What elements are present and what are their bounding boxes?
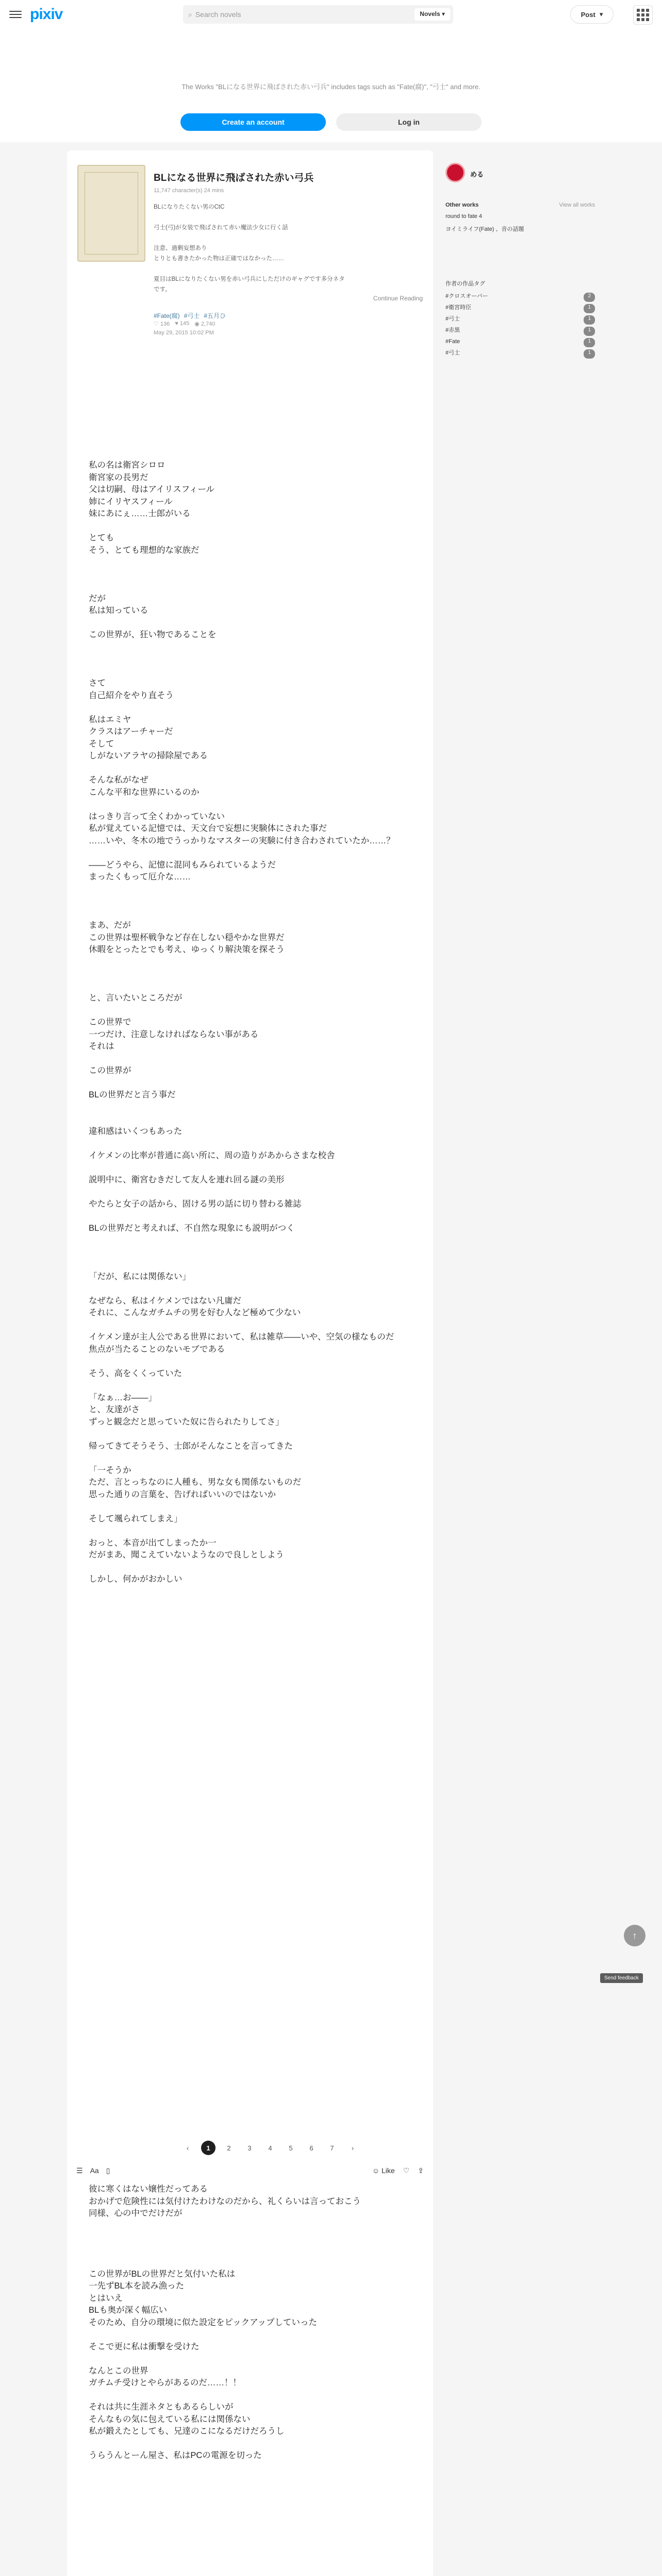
top-header [0, 0, 662, 29]
signup-banner [0, 29, 662, 142]
other-works-heading: Other works [445, 202, 479, 208]
apps-grid-icon[interactable] [633, 5, 653, 25]
search-input[interactable]: Search novels [195, 10, 241, 19]
page-7[interactable]: 7 [330, 2144, 334, 2152]
page-6[interactable]: 6 [309, 2144, 313, 2152]
hamburger-menu-icon[interactable] [9, 8, 22, 21]
next-page-button[interactable]: › [351, 2144, 354, 2152]
sidebar-tag[interactable]: #赤黒 1 [445, 325, 595, 336]
send-feedback-button[interactable]: Send feedback [600, 1973, 643, 1983]
reader-toolbar [67, 2159, 433, 2182]
list-icon[interactable]: ☰ [76, 2166, 83, 2175]
scroll-to-top-button[interactable]: ↑ [624, 1925, 646, 1946]
other-work-link[interactable]: ヨイミライフ(Fate) 、音の話題 [445, 226, 524, 232]
view-all-works-link[interactable]: View all works [559, 202, 595, 208]
novel-description: BLになりたくない男のCtC 弓士(弓)が女装で飛ばされて赤い魔法少女に行く話 注意、過剰妄想あり とりとも書きたかった物は正確ではなかった…… 夏目はBLになりたくない男を赤い弓兵にしただけのギャグです多分ネタ です。 [154, 204, 345, 293]
search-bar[interactable] [183, 5, 453, 24]
page-2[interactable]: 2 [227, 2144, 231, 2152]
banner-text: The Works "BLになる世界に飛ばされた赤い弓兵" includes tags such as "Fate(腐)", "弓士" and more. [181, 83, 481, 91]
author-tags-heading: 作者の作品タグ [445, 281, 485, 287]
tag-link[interactable]: #弓士 [184, 312, 200, 319]
pagination [180, 2141, 360, 2155]
other-work-link[interactable]: round to fate 4 [445, 213, 482, 219]
posted-date: May 29, 2015 10:02 PM [154, 330, 214, 336]
author-avatar[interactable] [445, 163, 465, 182]
tag-link[interactable]: #Fate(腐) [154, 312, 180, 319]
login-button[interactable]: Log in [336, 113, 482, 131]
share-icon[interactable]: ⇪ [418, 2166, 424, 2175]
create-account-button[interactable]: Create an account [180, 113, 326, 131]
novel-body-text: 私の名は衛宮シロロ 衛宮家の長男だ 父は切嗣、母はアイリスフィール 姉にイリヤスフィール 妹にあにぇ……士郎がいる とても そう、とても理想的な家族だ だが 私は知っている この世界が、狂い物であることを さて 自己紹介をやり直そう 私はエミヤ クラスはアーチャーだ そして しがないアラヤの掃除屋である そんな私がなぜ こんな平和な世界にいるのか はっきり言って全くわかっていない 私が覚えている記憶では、天文台で妄想に実験体にされた事だ ……いや、冬木の地でうっかりなマスターの実験に付き合わされていたか……？ ――どうやら、記憶に混同もみられているようだ まったくもって厄介な…… まあ、だが この世界は聖杯戦争など存在しない穏やかな世界だ 休暇をとったとでも考え、ゆっくり解決策を探そう と、言いたいところだが この世界で 一つだけ、注意しなければならない事がある それは この世界が BLの世界だと言う事だ 違和感はいくつもあった イケメンの比率が普通に高い所に、周の造りがあからさまな校舎 説明中に、衛宮むきだして友人を連れ回る謎の美形 やたらと女子の話から、固ける男の話に切り替わる雑誌 BLの世界だと考えれば、不自然な現象にも説明がつく 「だが、私には関係ない」 なぜなら、私はイケメンではない凡庸だ それに、こんなガチムチの男を好む人など極めて少ない イケメン達が主人公である世界において、私は雑草――いや、空気の様なものだ 焦点が当たることのないモブである そう、高をくくっていた 「なぁ…お――」 と、友達がさ ずっと観念だと思っていた奴に告られたりしてさ」 帰ってきてそうそう、士郎がそんなことを言ってきた 「一そうか ただ、言とっちなのに人種も、男な女も関係ないものだ 思った通りの言葉を、告げればいいのではないか そして颯られてしまえ」 おっと、本音が出てしまったか一 だがまあ、聞こえていないようなので良しとしよう しかし、何かがおかしい [89, 461, 395, 1584]
search-scope-select[interactable]: Novels ▾ [415, 8, 450, 21]
novel-cover[interactable] [77, 165, 145, 262]
tag-list [154, 311, 226, 320]
heart-icon[interactable]: ♡ [403, 2166, 410, 2175]
pixiv-logo[interactable]: pixiv [30, 6, 63, 23]
novel-card [67, 150, 433, 2576]
sidebar-tag[interactable]: #弓士 1 [445, 313, 595, 325]
bookmark-icon[interactable]: ▯ [106, 2166, 110, 2175]
tag-link[interactable]: #五月ひ [204, 312, 226, 319]
author-tags [445, 279, 595, 359]
sidebar-tag[interactable]: #衛宮時臣 1 [445, 302, 595, 313]
page-1[interactable]: 1 [201, 2141, 216, 2155]
bookmarks-count: ♥ 145 [175, 320, 190, 327]
continue-reading-link[interactable]: Continue Reading [373, 295, 423, 302]
sidebar-tag[interactable]: #クロスオーバー 2 [445, 291, 595, 302]
views-count: ◉ 2,740 [194, 321, 216, 327]
sidebar-tag[interactable]: #Fate 1 [445, 336, 595, 347]
novel-title: BLになる世界に飛ばされた赤い弓兵 [154, 173, 314, 183]
novel-meta: 11,747 character(s) 24 mins [154, 188, 224, 194]
prev-page-button[interactable]: ‹ [186, 2144, 189, 2152]
author-name[interactable]: める [470, 171, 484, 178]
page-5[interactable]: 5 [289, 2144, 293, 2152]
page-4[interactable]: 4 [268, 2144, 272, 2152]
chevron-down-icon: ▾ [599, 10, 603, 18]
like-button[interactable]: ☺ Like [372, 2166, 395, 2175]
post-button[interactable]: Post ▾ [570, 5, 614, 24]
sidebar-tag[interactable]: #弓士 1 [445, 347, 595, 359]
novel-body-text-continued: 彼に寒くはない嬢性だってある おかげで危険性には気付けたわけなのだから、礼くらいは言っておこう 同様、心の中でだけだが この世界がBLの世界だと気付いた私は 一先ずBL本を読み漁った とはいえ BLも奥が深く幅広い そのため、自分の環境に似た設定をピックアップしていった そこで更に私は衝撃を受けた なんとこの世界 ガチムチ受けとやらがあるのだ……！！ それは共に生涯ネタともあるらしいが そんなもの気に包えている私には関係ない 私が鍛えたとしても、兄達のこになるだけだろうし うらうんとーん屋さ、私はPCの電源を切った [89, 2184, 361, 2460]
likes-count: ♡ 136 [154, 321, 170, 327]
font-settings-button[interactable]: Aa [90, 2166, 99, 2175]
page-3[interactable]: 3 [247, 2144, 252, 2152]
stats-row [154, 320, 215, 327]
search-icon: ⌕ [188, 10, 192, 19]
